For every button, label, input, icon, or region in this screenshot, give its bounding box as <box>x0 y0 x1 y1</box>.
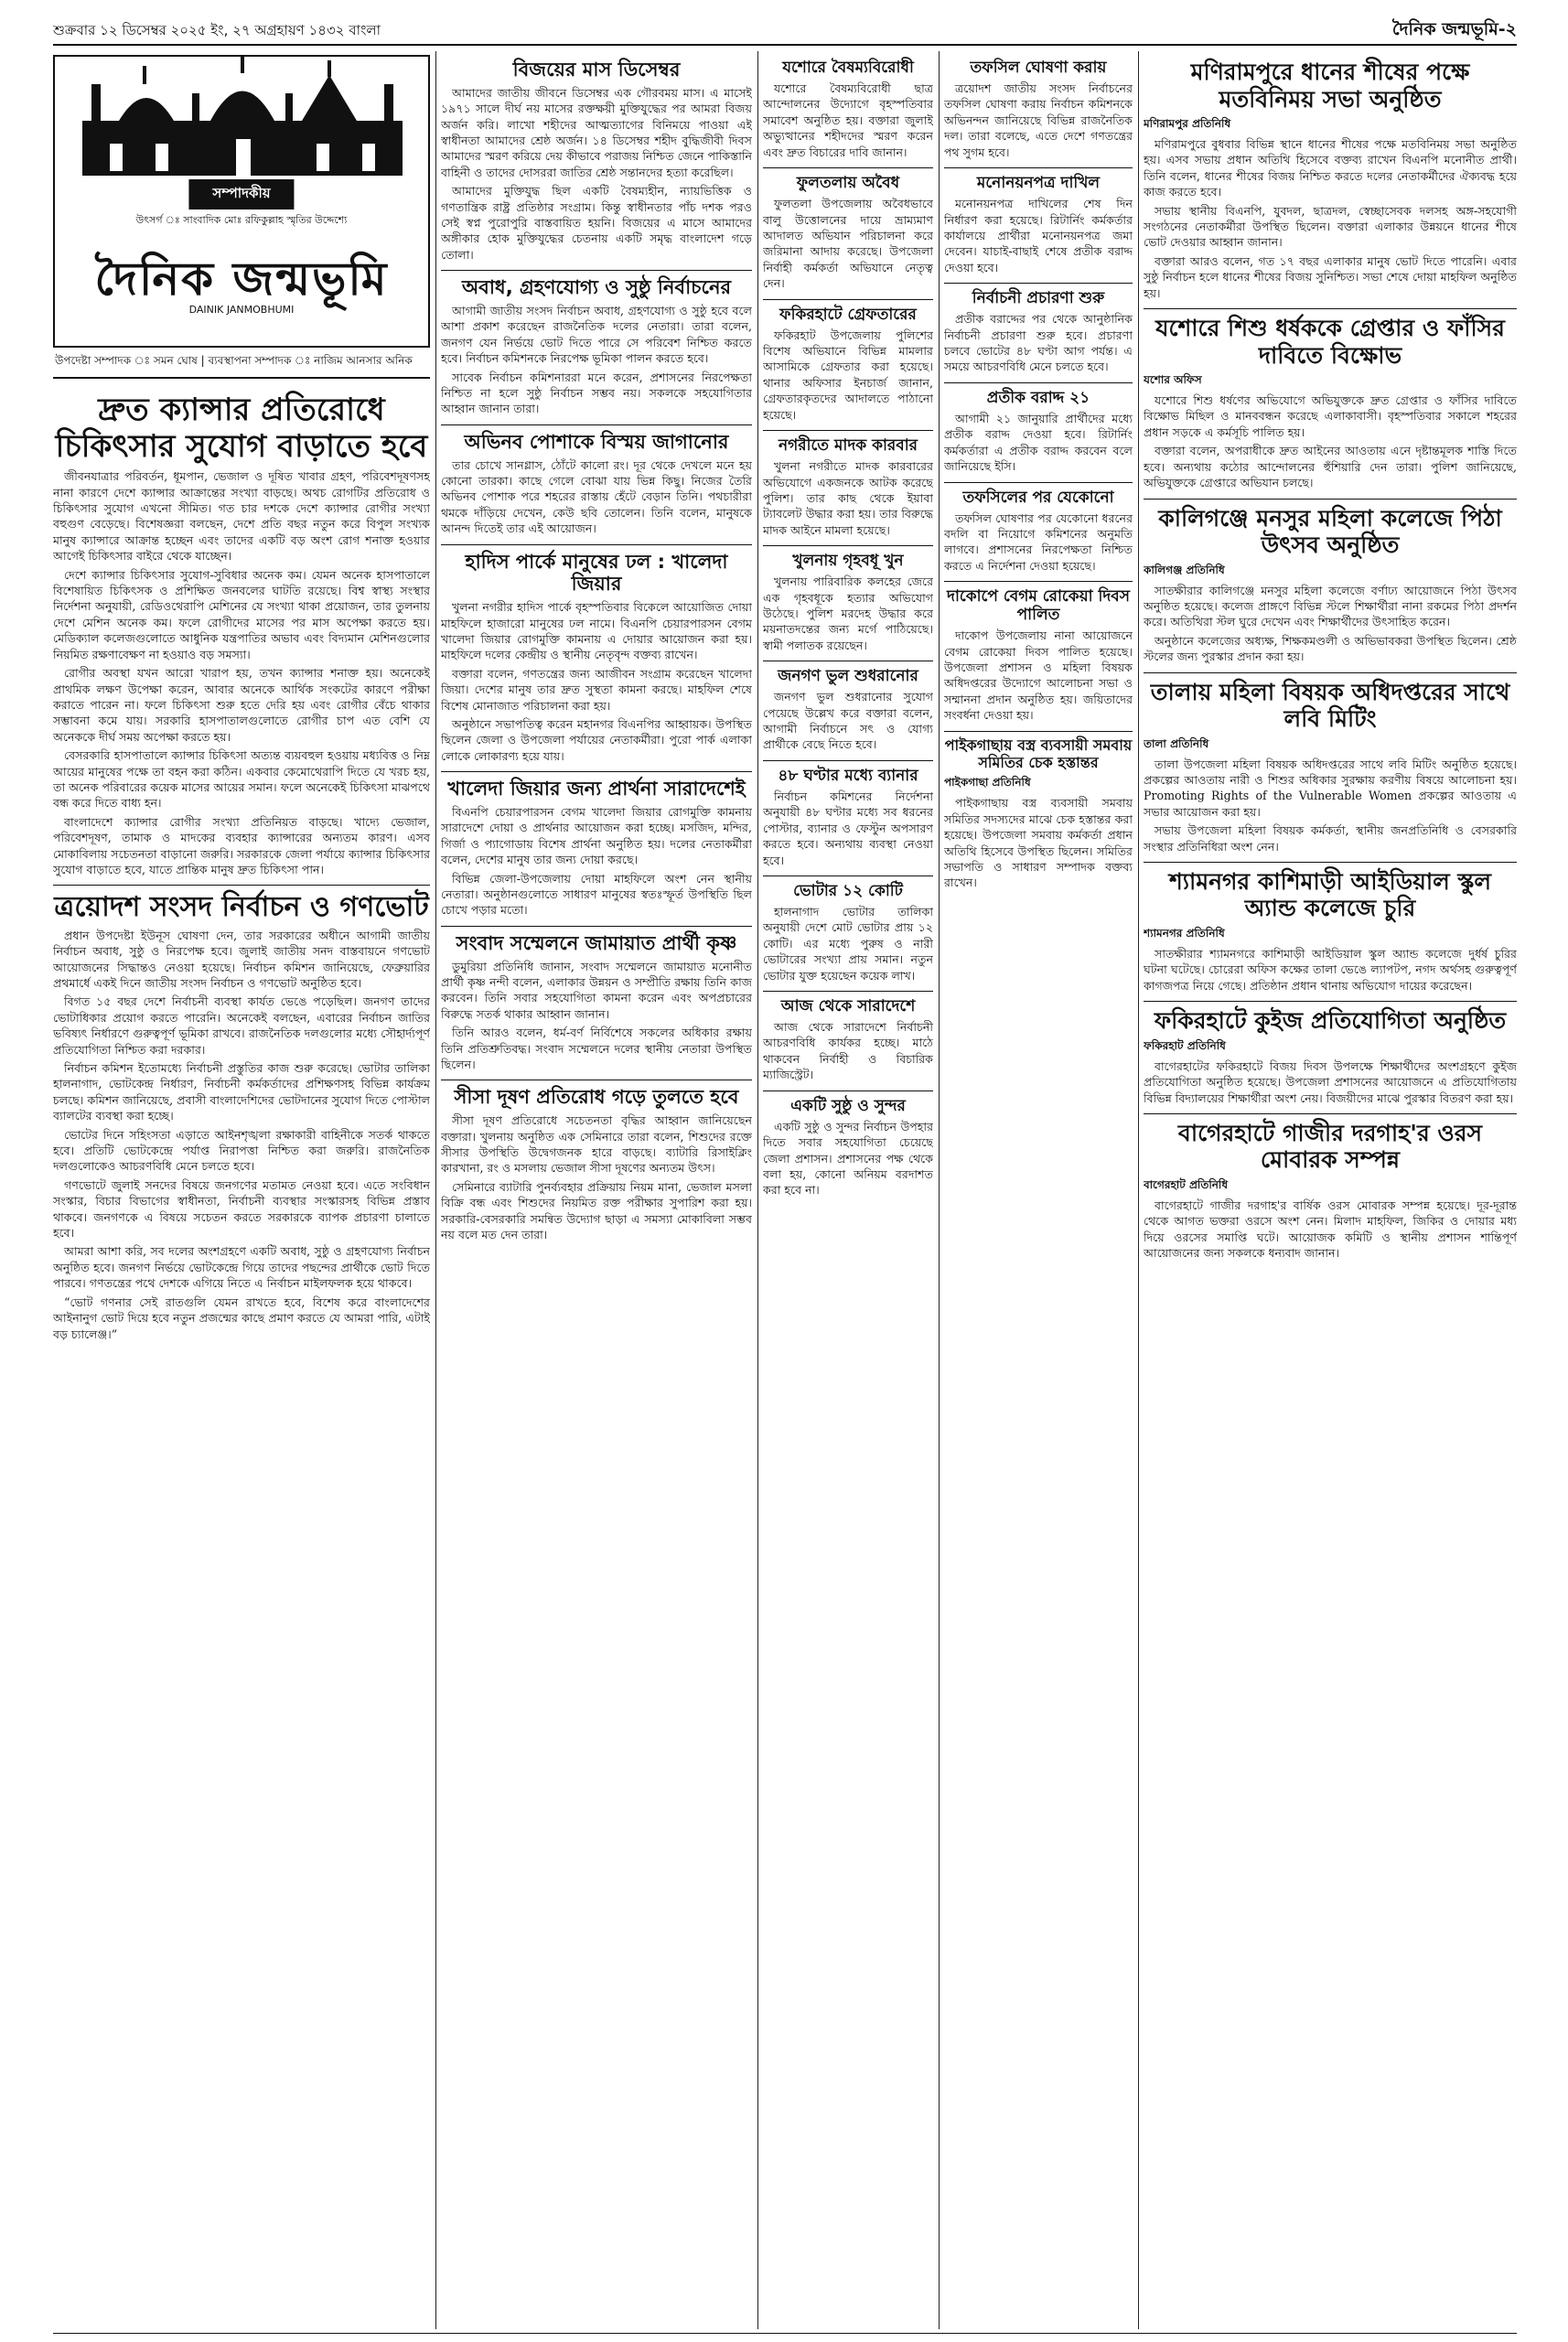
paragraph: তালা উপজেলা মহিলা বিষয়ক অধিদপ্তরের সাথে লবি মিটিং অনুষ্ঠিত হয়েছে। প্রকল্পের আওতায় নারী ও শিশুর অধিকার সুরক্ষায় করণীয় বিষয়ে আলোচনা হয়। Promoting Rights of the Vulnerable Women প্রকল্পের আওতায় এ সভার আয়োজন করা হয়। <box>1144 757 1517 819</box>
story-headline: শ্যামনগর কাশিমাড়ী আইডিয়াল স্কুল অ্যান্ড কলেজে চুরি <box>1168 867 1492 922</box>
story-headline: অভিনব পোশাকে বিস্ময় জাগানোর <box>464 430 729 453</box>
story-headline: জনগণ ভুল শুধরানোর <box>778 667 918 686</box>
story-headline: তফসিলের পর যেকোনো <box>962 488 1114 507</box>
paragraph: সেমিনারে ব্যাটারি পুনর্ব্যবহার প্রক্রিয়ায় নিয়ম মানা, ভেজাল মসলা বিক্রি বন্ধ এবং শিশুদের নিয়মিত রক্ত পরীক্ষার সুপারিশ করা হয়। সরকারি-বেসরকারি সমন্বিত উদ্যোগ ছাড়া এ সমস্যা মোকাবিলা সম্ভব নয় বলে মত দেন তারা। <box>441 1179 752 1242</box>
paragraph: প্রতীক বরাদ্দের পর থেকে আনুষ্ঠানিক নির্বাচনী প্রচারণা শুরু হবে। প্রচারণা চলবে ভোটের ৪৮ ঘণ্টা আগ পর্যন্ত। এ সময়ে আচরণবিধি মেনে চলতে হবে। <box>944 312 1133 374</box>
paragraph: যশোরে বৈষম্যবিরোধী ছাত্র আন্দোলনের উদ্যোগে বৃহস্পতিবার সমাবেশ অনুষ্ঠিত হয়। বক্তারা জুলাই অভ্যুত্থানের শহীদদের স্মরণ করেন এবং দ্রুত বিচারের দাবি জানান। <box>763 81 933 159</box>
divider <box>944 382 1133 383</box>
divider <box>944 581 1133 582</box>
paragraph: বক্তারা আরও বলেন, গত ১৭ বছর এলাকার মানুষ ভোট দিতে পারেনি। এবার সুষ্ঠু নির্বাচন হলে ধানের শীষের বিজয় সুনিশ্চিত। সভা শেষে দোয়া মাহফিল অনুষ্ঠিত হয়। <box>1144 253 1517 300</box>
paragraph: বেসরকারি হাসপাতালে ক্যান্সার চিকিৎসা অত্যন্ত ব্যয়বহুল হওয়ায় মধ্যবিত্ত ও নিম্ন আয়ের মানুষের পক্ষে তা বহন করা কঠিন। একবার কেমোথেরাপি দিতে যে খরচ হয়, তা অনেক পরিবারের কয়েক মাসের আয়ের সমান। ফলে অনেকেই চিকিৎসা মাঝপথে বন্ধ করে দিতে বাধ্য হন। <box>53 748 430 811</box>
paragraph: জীবনযাত্রার পরিবর্তন, ধূমপান, ভেজাল ও দূষিত খাবার গ্রহণ, পরিবেশদূষণসহ নানা কারণে দেশে ক্যান্সার আক্রান্তের সংখ্যা বাড়ছে। অথচ রোগটির প্রতিরোধ ও চিকিৎসার সুযোগ এখনো সীমিত। গত চার দশকে দেশে ক্যান্সার রোগীর সংখ্যা বহুগুণ বেড়েছে। বিশেষজ্ঞরা বলছেন, দেশে প্রতি বছর নতুন করে বিপুল সংখ্যক মানুষ ক্যান্সারে আক্রান্ত হচ্ছেন এবং তাদের একটি বড় অংশ রোগ শনাক্ত হওয়ার আগেই চিকিৎসার বাইরে থেকে যাচ্ছেন। <box>53 469 430 564</box>
paragraph: সভায় স্থানীয় বিএনপি, যুবদল, ছাত্রদল, স্বেচ্ছাসেবক দলসহ অঙ্গ-সহযোগী সংগঠনের নেতাকর্মীরা উপস্থিত ছিলেন। বক্তারা এলাকার উন্নয়নে ধানের শীষে ভোট দেওয়ার আহ্বান জানান। <box>1144 203 1517 250</box>
story <box>1144 1007 1517 1106</box>
story <box>763 667 933 753</box>
dedication-line: উৎসর্গ ঃ সাংবাদিক মোঃ রফিকুল্লাহ স্মৃতির উদ্দেশ্যে <box>135 214 348 226</box>
paragraph: বাগেরহাটের ফকিরহাটে বিজয় দিবস উপলক্ষে শিক্ষার্থীদের অংশগ্রহণে কুইজ প্রতিযোগিতা অনুষ্ঠিত হয়েছে। উপজেলা প্রশাসনের আয়োজনে এ প্রতিযোগিতায় বিভিন্ন বিদ্যালয়ের শিক্ষার্থীরা অংশ নেয়। বিজয়ীদের মাঝে পুরস্কার বিতরণ করা হয়। <box>1144 1058 1517 1105</box>
column-4 <box>944 55 1133 2333</box>
divider <box>763 167 933 168</box>
story <box>1144 59 1517 301</box>
divider <box>763 299 933 300</box>
column-rule <box>1138 51 1139 2329</box>
article-election <box>53 891 430 1342</box>
byline: পাইকগাছা প্রতিনিধি <box>944 776 1031 790</box>
page-header <box>53 9 1517 42</box>
divider <box>763 760 933 761</box>
paragraph: সভায় উপজেলা মহিলা বিষয়ক কর্মকর্তা, স্থানীয় জনপ্রতিনিধি ও বেসরকারি সংস্থার প্রতিনিধিরা অংশ নেন। <box>1144 823 1517 854</box>
column-rule <box>939 51 940 2329</box>
story <box>944 737 1133 891</box>
column-rule <box>757 51 758 2329</box>
paragraph: একটি সুষ্ঠু ও সুন্দর নির্বাচন উপহার দিতে সবার সহযোগিতা চেয়েছে জেলা প্রশাসন। প্রশাসনের পক্ষ থেকে বলা হয়, কোনো অনিয়ম বরদাশত করা হবে না। <box>763 1119 933 1198</box>
byline: ফকিরহাট প্রতিনিধি <box>1144 1038 1226 1052</box>
paragraph: দাকোপ উপজেলায় নানা আয়োজনে বেগম রোকেয়া দিবস পালিত হয়েছে। উপজেলা প্রশাসন ও মহিলা বিষয়ক অধিদপ্তরের উদ্যোগে আলোচনা সভা ও সম্মাননা প্রদান অনুষ্ঠিত হয়। জয়িতাদের সংবর্ধনা দেওয়া হয়। <box>944 628 1133 723</box>
paragraph: নির্বাচন কমিশনের নির্দেশনা অনুযায়ী ৪৮ ঘণ্টার মধ্যে সব ধরনের পোস্টার, ব্যানার ও ফেস্টুন অপসারণ করতে হবে। অন্যথায় ব্যবস্থা নেওয়া হবে। <box>763 789 933 867</box>
paragraph: জনগণ ভুল শুধরানোর সুযোগ পেয়েছে উল্লেখ করে বক্তারা বলেন, আগামী নির্বাচনে সৎ ও যোগ্য প্রার্থীকে বেছে নিতে হবে। <box>763 690 933 752</box>
paragraph: খুলনা নগরীর হাদিস পার্কে বৃহস্পতিবার বিকেলে আয়োজিত দোয়া মাহফিলে হাজারো মানুষের ঢল নামে। বিএনপি চেয়ারপারসন বেগম খালেদা জিয়ার রোগমুক্তি কামনায় এ দোয়ার আয়োজন করা হয়। মাহফিলে দলের কেন্দ্রীয় ও স্থানীয় নেতৃবৃন্দ বক্তব্য রাখেন। <box>441 600 752 662</box>
story <box>1144 868 1517 994</box>
paragraph: মণিরামপুরে বুধবার বিভিন্ন স্থানে ধানের শীষের পক্ষে মতবিনিময় সভা অনুষ্ঠিত হয়। এসব সভায় প্রধান অতিথি হিসেবে বক্তব্য রাখেন বিএনপি মনোনীত প্রার্থী। তিনি বলেন, ধানের শীষের বিজয় নিশ্চিত করতে দলের নেতাকর্মীদের ঐক্যবদ্ধ হয়ে কাজ করতে হবে। <box>1144 137 1517 199</box>
divider <box>441 270 752 271</box>
story-headline: যশোরে শিশু ধর্ষককে গ্রেপ্তার ও ফাঁসির দাবিতে বিক্ষোভ <box>1155 315 1505 369</box>
story-headline: ভোটার ১২ কোটি <box>793 881 903 900</box>
story <box>1144 679 1517 854</box>
story-headline: দাকোপে বেগম রোকেয়া দিবস পালিত <box>947 587 1130 625</box>
article-body <box>53 928 430 1342</box>
newspaper-brand: দৈনিক জন্মভূমি <box>94 252 389 306</box>
paragraph: বিভিন্ন জেলা-উপজেলায় দোয়া মাহফিলে অংশ নেন স্থানীয় নেতারা। অনুষ্ঠানগুলোতে সাধারণ মানুষের স্বতঃস্ফূর্ত উপস্থিতি ছিল চোখে পড়ার মতো। <box>441 871 752 918</box>
divider <box>1144 499 1517 500</box>
paragraph: গণভোটে জুলাই সনদের বিষয়ে জনগণের মতামত নেওয়া হবে। এতে সংবিধান সংস্কার, বিচার বিভাগের স্বাধীনতা, নির্বাচনী ব্যবস্থার সংস্কারসহ বিভিন্ন প্রস্তাব থাকবে। জনগণকে এ বিষয়ে সচেতন করতে সরকারকে ব্যাপক প্রচারণা চালাতে হবে। <box>53 1177 430 1241</box>
paragraph: সাবেক নির্বাচন কমিশনাররা মনে করেন, প্রশাসনের নিরপেক্ষতা নিশ্চিত না হলে সুষ্ঠু নির্বাচন সম্ভব নয়। সকলকে সহযোগিতার আহ্বান জানান তারা। <box>441 370 752 416</box>
story-headline: বাগেরহাটে গাজীর দরগাহ'র ওরস মোবারক সম্পন্ন <box>1177 1119 1483 1174</box>
divider <box>944 167 1133 168</box>
paragraph: খুলনায় পারিবারিক কলহের জেরে এক গৃহবধূকে হত্যার অভিযোগ উঠেছে। পুলিশ মরদেহ উদ্ধার করে ময়নাতদন্তের জন্য মর্গে পাঠিয়েছে। স্বামী পলাতক রয়েছেন। <box>763 575 933 652</box>
story-headline: ফুলতলায় অবৈধ <box>796 174 900 193</box>
story <box>944 489 1133 575</box>
divider <box>1144 308 1517 309</box>
byline: কালিগঞ্জ প্রতিনিধি <box>1144 563 1225 576</box>
story <box>763 436 933 538</box>
story <box>763 306 933 423</box>
divider <box>53 885 430 886</box>
story-headline: মণিরামপুরে ধানের শীষের পক্ষে মতবিনিময় সভা অনুষ্ঠিত <box>1190 59 1470 113</box>
story <box>441 932 752 1073</box>
story <box>1144 1120 1517 1262</box>
column-1 <box>53 55 430 2333</box>
header-rule <box>53 44 1517 46</box>
story <box>441 431 752 537</box>
story-headline: নির্বাচনী প্রচারণা শুরু <box>972 289 1105 308</box>
paragraph: বাগেরহাটে গাজীর দরগাহ'র বার্ষিক ওরস মোবারক সম্পন্ন হয়েছে। দূর-দূরান্ত থেকে আগত ভক্তরা ওরসে অংশ নেন। মিলাদ মাহফিল, জিকির ও দোয়ার মধ্য দিয়ে ওরসের সমাপ্তি ঘটে। আয়োজক কমিটি ও স্থানীয় প্রশাসন শান্তিপূর্ণ আয়োজনের জন্য সকলকে ধন্যবাদ জানান। <box>1144 1198 1517 1261</box>
story-headline: তালায় মহিলা বিষয়ক অধিদপ্তরের সাথে লবি মিটিং <box>1150 678 1510 733</box>
footer-rule <box>53 2333 1517 2334</box>
paragraph: খুলনা নগরীতে মাদক কারবারের অভিযোগে একজনকে আটক করেছে পুলিশ। তার কাছ থেকে ইয়াবা ট্যাবলেট উদ্ধার করা হয়। তার বিরুদ্ধে মাদক আইনে মামলা হয়েছে। <box>763 459 933 537</box>
divider <box>441 926 752 927</box>
paragraph: রোগীর অবস্থা যখন আরো খারাপ হয়, তখন ক্যান্সার শনাক্ত হয়। অনেকেই প্রাথমিক লক্ষণ উপেক্ষা করেন, আবার অনেকে আর্থিক সংকটের কারণে পরীক্ষা করাতে পারেন না। ফলে চিকিৎসা শুরু হতে দেরি হয় এবং রোগীর বেঁচে থাকার সম্ভাবনা কমে যায়। সরকারি হাসপাতালগুলোতে রোগীর চাপ এত বেশি যে অনেককে দীর্ঘ সময় অপেক্ষা করতে হয়। <box>53 666 430 744</box>
story <box>763 552 933 653</box>
column-5 <box>1144 55 1517 2333</box>
paragraph: বক্তারা বলেন, গণতন্ত্রের জন্য আজীবন সংগ্রাম করেছেন খালেদা জিয়া। দেশের মানুষ তার দ্রুত সুস্থতা কামনা করছে। মাহফিল শেষে বিশেষ মোনাজাত পরিচালনা করা হয়। <box>441 666 752 713</box>
story <box>1144 315 1517 490</box>
paragraph: বক্তারা বলেন, অপরাধীকে দ্রুত আইনের আওতায় এনে দৃষ্টান্তমূলক শাস্তি দিতে হবে। অন্যথায় কঠোর আন্দোলনের হুঁশিয়ারি দেন তারা। পুলিশ জানিয়েছে, অভিযুক্তকে গ্রেপ্তারে অভিযান চলছে। <box>1144 444 1517 490</box>
divider <box>944 283 1133 284</box>
date-line: শুক্রবার ১২ ডিসেম্বর ২০২৫ ইং, ২৭ অগ্রহায়ণ ১৪৩২ বাংলা <box>53 22 381 38</box>
paragraph: যশোরে শিশু ধর্ষণের অভিযোগে অভিযুক্তকে দ্রুত গ্রেপ্তার ও ফাঁসির দাবিতে বিক্ষোভ মিছিল ও মানববন্ধন করেছে এলাকাবাসী। বৃহস্পতিবার সকালে শহরের প্রধান সড়কে এ কর্মসূচি পালিত হয়। <box>1144 393 1517 439</box>
paragraph: আগামী ২১ জানুয়ারি প্রার্থীদের মধ্যে প্রতীক বরাদ্দ দেওয়া হবে। রিটার্নিং কর্মকর্তারা এ প্রতীক বরাদ্দ করবেন বলে জানিয়েছে ইসি। <box>944 411 1133 474</box>
paragraph: আজ থেকে সারাদেশে নির্বাচনী আচরণবিধি কার্যকর হচ্ছে। মাঠে থাকবেন নির্বাহী ও বিচারিক ম্যাজিস্ট্রেট। <box>763 1020 933 1082</box>
divider <box>944 731 1133 732</box>
divider <box>1144 1001 1517 1002</box>
paragraph: আমাদের জাতীয় জীবনে ডিসেম্বর এক গৌরবময় মাস। এ মাসেই ১৯৭১ সালে দীর্ঘ নয় মাসের রক্তক্ষয়ী মুক্তিযুদ্ধের পর আমরা বিজয় অর্জন করি। লাখো শহীদের আত্মত্যাগের বিনিময়ে পাওয়া এই স্বাধীনতা আমাদের শ্রেষ্ঠ অর্জন। ১৪ ডিসেম্বর শহীদ বুদ্ধিজীবী দিবস আমাদের স্মরণ করিয়ে দেয় কীভাবে পরাজয় নিশ্চিত জেনে পাকিস্তানি বাহিনী ও তাদের দোসররা জাতির শ্রেষ্ঠ সন্তানদের হত্যা করেছিল। <box>441 85 752 179</box>
story-headline: ফকিরহাটে কুইজ প্রতিযোগিতা অনুষ্ঠিত <box>1154 1007 1507 1035</box>
byline: শ্যামনগর প্রতিনিধি <box>1144 926 1225 940</box>
story-headline: ফকিরহাটে গ্রেফতারের <box>779 305 917 324</box>
paragraph: ত্রয়োদশ জাতীয় সংসদ নির্বাচনের তফসিল ঘোষণা করায় নির্বাচন কমিশনকে অভিনন্দন জানিয়েছে বিভিন্ন রাজনৈতিক দল। তারা বলেছে, এতে দেশে গণতন্ত্রের পথ সুগম হবে। <box>944 81 1133 159</box>
paragraph: পাইকগাছায় বস্ত্র ব্যবসায়ী সমবায় সমিতির সদস্যদের মাঝে চেক হস্তান্তর করা হয়েছে। উপজেলা সমবায় কর্মকর্তা প্রধান অতিথি হিসেবে উপস্থিত ছিলেন। সমিতির সভাপতি ও সাধারণ সম্পাদক বক্তব্য রাখেন। <box>944 796 1133 890</box>
story-headline: সংবাদ সম্মেলনে জামায়াত প্রার্থী কৃষ্ণ <box>456 931 737 954</box>
editorial-story <box>53 392 430 877</box>
story-headline: একটি সুষ্ঠু ও সুন্দর <box>790 1096 906 1115</box>
divider <box>441 771 752 772</box>
story-headline: সীসা দূষণ প্রতিরোধ গড়ে তুলতে হবে <box>454 1086 739 1109</box>
story <box>441 778 752 919</box>
byline: বাগেরহাট প্রতিনিধি <box>1144 1177 1229 1191</box>
paragraph: “ভোট গণনার সেই রাতগুলি যেমন রাখতে হবে, বিশেষ করে বাংলাদেশের আইনানুগ ভোট দিয়ে হবে নতুন প্রজন্মের কাছে প্রমাণ করতে যে আমরা পারি, এটাই বড় চ্যালেঞ্জ।” <box>53 1295 430 1341</box>
story-headline: বিজয়ের মাস ডিসেম্বর <box>512 59 681 81</box>
story <box>441 276 752 417</box>
byline: যশোর অফিস <box>1144 373 1202 387</box>
editorial-masthead <box>53 55 430 348</box>
byline: মণিরামপুর প্রতিনিধি <box>1144 117 1231 130</box>
editorial-headline: দ্রুত ক্যান্সার প্রতিরোধে চিকিৎসার সুযোগ বাড়াতে হবে <box>55 392 428 466</box>
editorial-body <box>53 468 430 877</box>
paragraph: বাংলাদেশে ক্যান্সার রোগীর সংখ্যা প্রতিনিয়ত বাড়ছে। খাদ্যে ভেজাল, পরিবেশদূষণ, তামাক ও মাদকের ব্যবহার ক্যান্সারের অন্যতম কারণ। এসব মোকাবিলায় সচেতনতা বাড়ানো জরুরি। সরকারকে জেলা পর্যায়ে ক্যান্সার চিকিৎসার সুযোগ বাড়াতে হবে, যাতে প্রান্তিক মানুষ দ্রুত চিকিৎসা পান। <box>53 814 430 876</box>
paragraph: তার চোখে সানগ্লাস, ঠোঁটে কালো রং। দূর থেকে দেখলে মনে হয় কোনো তারকা। কাছে গেলে বোঝা যায় ভিন্ন কিছু। নিজের তৈরি অভিনব পোশাক পরে শহরের রাস্তায় হেঁটে বেড়ান তিনি। পথচারীরা থমকে দাঁড়িয়ে দেখেন, কেউ ছবি তোলেন। তিনি বলেন, মানুষকে আনন্দ দিতেই তার এই আয়োজন। <box>441 457 752 536</box>
story-headline: পাইকগাছায় বস্ত্র ব্যবসায়ী সমবায় সমিতির চেক হস্তান্তর <box>944 736 1133 771</box>
paragraph: হালনাগাদ ভোটার তালিকা অনুযায়ী দেশে মোট ভোটার প্রায় ১২ কোটি। এর মধ্যে পুরুষ ও নারী ভোটারের সংখ্যা প্রায় সমান। নতুন ভোটার যুক্ত হয়েছেন কয়েক লাখ। <box>763 905 933 983</box>
paragraph: সাতক্ষীরার কালিগঞ্জে মনসুর মহিলা কলেজে বর্ণাঢ্য আয়োজনে পিঠা উৎসব অনুষ্ঠিত হয়েছে। কলেজ প্রাঙ্গণে বিভিন্ন স্টলে শিক্ষার্থীরা নানা রকমের পিঠা প্রদর্শন করে। অতিথিরা স্টল ঘুরে দেখেন এবং শিক্ষার্থীদের উৎসাহিত করেন। <box>1144 583 1517 629</box>
article-headline: ত্রয়োদশ সংসদ নির্বাচন ও গণভোট <box>54 891 429 924</box>
paragraph: সাতক্ষীরার শ্যামনগরে কাশিমাড়ী আইডিয়াল স্কুল অ্যান্ড কলেজে দুর্ধর্ষ চুরির ঘটনা ঘটেছে। চোরেরা অফিস কক্ষের তালা ভেঙে ল্যাপটপ, নগদ অর্থসহ গুরুত্বপূর্ণ কাগজপত্র নিয়ে গেছে। প্রতিষ্ঠান প্রধান থানায় অভিযোগ দায়ের করেছেন। <box>1144 946 1517 993</box>
divider <box>763 430 933 431</box>
story-headline: যশোরে বৈষম্যবিরোধী <box>782 59 914 77</box>
divider <box>763 545 933 546</box>
divider <box>1144 672 1517 673</box>
newspaper-brand-en: DAINIK JANMOBHUMI <box>188 304 295 316</box>
page-name: দৈনিক জন্মভূমি-২ <box>1391 19 1517 39</box>
story <box>1144 505 1517 665</box>
paragraph: সীসা দূষণ প্রতিরোধে সচেতনতা বৃদ্ধির আহ্বান জানিয়েছেন বক্তারা। খুলনায় অনুষ্ঠিত এক সেমিনারে তারা বলেন, শিশুদের রক্তে সীসার উপস্থিতি উদ্বেগজনক হারে বাড়ছে। ব্যাটারি রিসাইক্লিং কারখানা, রং ও মসলায় ভেজাল সীসা দূষণের অন্যতম উৎস। <box>441 1113 752 1176</box>
story-headline: মনোনয়নপত্র দাখিল <box>976 174 1101 193</box>
story <box>944 289 1133 375</box>
paragraph: ফকিরহাট উপজেলায় পুলিশের বিশেষ অভিযানে বিভিন্ন মামলার আসামিকে গ্রেফতার করা হয়েছে। থানার অফিসার ইনচার্জ জানান, গ্রেফতারকৃতদের আদালতে পাঠানো হয়েছে। <box>763 328 933 422</box>
story-headline: হাদিস পার্কে মানুষের ঢল : খালেদা জিয়ার <box>465 550 728 596</box>
paragraph: প্রধান উপদেষ্টা ইউনূস ঘোষণা দেন, তার সরকারের অধীনে আগামী জাতীয় নির্বাচন অবাধ, সুষ্ঠু ও নিরপেক্ষ হবে। জুলাই জাতীয় সনদ বাস্তবায়নে গণভোট আয়োজনের সিদ্ধান্তও নেওয়া হয়েছে। নির্বাচন কমিশন জানিয়েছে, ফেব্রুয়ারির প্রথমার্ধে একই দিনে জাতীয় সংসদ নির্বাচন ও গণভোট অনুষ্ঠিত হবে। <box>53 928 430 990</box>
story-headline: তফসিল ঘোষণা করায় <box>970 59 1107 77</box>
story <box>441 551 752 765</box>
column-2 <box>441 55 752 2333</box>
story <box>441 59 752 263</box>
story <box>944 174 1133 275</box>
story <box>763 174 933 291</box>
story <box>944 59 1133 160</box>
paragraph: অনুষ্ঠানে সভাপতিত্ব করেন মহানগর বিএনপির আহ্বায়ক। উপস্থিত ছিলেন জেলা ও উপজেলা পর্যায়ের নেতাকর্মীরা। পুরো পার্ক এলাকা লোকে লোকারণ্য হয়ে যায়। <box>441 717 752 763</box>
divider <box>1144 862 1517 863</box>
divider <box>441 544 752 545</box>
paragraph: ভোটের দিনে সহিংসতা এড়াতে আইনশৃঙ্খলা রক্ষাকারী বাহিনীকে সতর্ক থাকতে হবে। প্রতিটি ভোটকেন্দ্রে পর্যাপ্ত নিরাপত্তা নিশ্চিত করা জরুরি। রাজনৈতিক দলগুলোকেও আচরণবিধি মেনে চলতে হবে। <box>53 1127 430 1174</box>
story-headline: প্রতীক বরাদ্দ ২১ <box>986 388 1090 407</box>
paragraph: তফসিল ঘোষণার পর যেকোনো ধরনের বদলি বা নিয়োগে কমিশনের অনুমতি লাগবে। প্রশাসনের নিরপেক্ষতা নিশ্চিত করতে এ নির্দেশনা দেওয়া হয়েছে। <box>944 510 1133 573</box>
paragraph: ডুমুরিয়া প্রতিনিধি জানান, সংবাদ সম্মেলনে জামায়াত মনোনীত প্রার্থী কৃষ্ণ নন্দী বলেন, এলাকার উন্নয়ন ও সম্প্রীতি রক্ষায় তিনি কাজ করবেন। তিনি সবার সহযোগিতা কামনা করেন এবং অপপ্রচারের বিরুদ্ধে সতর্ক থাকার আহ্বান জানান। <box>441 959 752 1021</box>
story <box>763 997 933 1083</box>
paragraph: দেশে ক্যান্সার চিকিৎসার সুযোগ-সুবিধার অনেক কম। যেমন অনেক হাসপাতালে বিশেষায়িত চিকিৎসক ও প্রশিক্ষিত জনবলের ঘাটতি রয়েছে। বিশ্ব স্বাস্থ্য সংস্থার নির্দেশনা অনুযায়ী, রেডিওথেরাপি মেশিনের যে সংখ্যা থাকা প্রয়োজন, তার তুলনায় দেশে মেশিন অনেক কম। ফলে রোগীদের মাসের পর মাস অপেক্ষা করতে হয়। মেডিক্যাল কলেজগুলোতে আধুনিক যন্ত্রপাতির অভাব এবং বিদ্যমান মেশিনগুলোর নিয়মিত রক্ষণাবেক্ষণ না হওয়াও বড় সমস্যা। <box>53 567 430 661</box>
paragraph: বিএনপি চেয়ারপারসন বেগম খালেদা জিয়ার রোগমুক্তি কামনায় সারাদেশে দোয়া ও প্রার্থনার আয়োজন করা হচ্ছে। মসজিদ, মন্দির, গির্জা ও প্যাগোডায় বিশেষ প্রার্থনা অনুষ্ঠিত হয়। দলের নেতাকর্মীরা বলেন, দেশের মানুষ তার জন্য দোয়া করছে। <box>441 805 752 867</box>
paragraph: তিনি আরও বলেন, ধর্ম-বর্ণ নির্বিশেষে সকলের অধিকার রক্ষায় তিনি প্রতিশ্রুতিবদ্ধ। সংবাদ সম্মেলনে দলের স্থানীয় নেতারা উপস্থিত ছিলেন। <box>441 1026 752 1072</box>
paragraph: আমাদের মুক্তিযুদ্ধ ছিল একটি বৈষম্যহীন, ন্যায়ভিত্তিক ও গণতান্ত্রিক রাষ্ট্র প্রতিষ্ঠার সংগ্রাম। কিন্তু স্বাধীনতার পাঁচ দশক পরও সেই স্বপ্ন পুরোপুরি বাস্তবায়িত হয়নি। বিজয়ের এ মাসে আমাদের অঙ্গীকার হোক মুক্তিযুদ্ধের চেতনায় একটি সমৃদ্ধ বাংলাদেশ গড়ে তোলা। <box>441 184 752 262</box>
story <box>763 59 933 160</box>
paragraph: নির্বাচন কমিশন ইতোমধ্যে নির্বাচনী প্রস্তুতির কাজ শুরু করেছে। ভোটার তালিকা হালনাগাদ, ভোটকেন্দ্র নির্ধারণ, নির্বাচনী কর্মকর্তাদের প্রশিক্ষণসহ বিভিন্ন কার্যক্রম চলছে। কমিশন জানিয়েছে, প্রবাসী বাংলাদেশিদের ভোটদানের সুযোগ দিতে পোস্টাল ব্যালটের ব্যবস্থা করা হচ্ছে। <box>53 1061 430 1123</box>
column-3 <box>763 55 933 2333</box>
divider <box>1144 1113 1517 1114</box>
story-headline: অবাধ, গ্রহণযোগ্য ও সুষ্ঠু নির্বাচনের <box>461 276 732 299</box>
column-rule <box>435 51 436 2329</box>
story <box>763 882 933 983</box>
story-headline: খুলনায় গৃহবধূ খুন <box>792 552 904 571</box>
editor-credits: উপদেষ্টা সম্পাদক ঃ সমন ঘোষ | ব্যবস্থাপনা সম্পাদক ঃ নাজিম আনসার অনিক <box>53 348 430 379</box>
divider <box>944 482 1133 483</box>
story <box>763 1097 933 1198</box>
paragraph: আমরা আশা করি, সব দলের অংশগ্রহণে একটি অবাধ, সুষ্ঠু ও গ্রহণযোগ্য নির্বাচন অনুষ্ঠিত হবে। জনগণ নির্ভয়ে ভোটকেন্দ্রে গিয়ে তাদের পছন্দের প্রার্থীকে ভোট দিতে পারবে। গণতন্ত্রের পথে দেশকে এগিয়ে নিতে এ নির্বাচন মাইলফলক হয়ে থাকবে। <box>53 1244 430 1291</box>
divider <box>441 424 752 425</box>
editorial-label: সম্পাদকীয় <box>188 179 294 209</box>
divider <box>763 991 933 992</box>
paragraph: ফুলতলা উপজেলায় অবৈধভাবে বালু উত্তোলনের দায়ে ভ্রাম্যমাণ আদালত অভিযান পরিচালনা করে জরিমানা আদায় করেছে। উপজেলা নির্বাহী কর্মকর্তা অভিযানে নেতৃত্ব দেন। <box>763 197 933 291</box>
story-headline: নগরীতে মাদক কারবার <box>778 436 918 456</box>
story <box>944 587 1133 724</box>
story-headline: কালিগঞ্জে মনসুর মহিলা কলেজে পিঠা উৎসব অনুষ্ঠিত <box>1158 504 1502 558</box>
byline: তালা প্রতিনিধি <box>1144 736 1209 750</box>
mosque-temple-silhouette-icon <box>55 57 428 185</box>
divider <box>763 1090 933 1091</box>
story <box>441 1086 752 1242</box>
paragraph: মনোনয়নপত্র দাখিলের শেষ দিন নির্ধারণ করা হয়েছে। রিটার্নিং কর্মকর্তার কার্যালয়ে প্রার্থীরা মনোনয়নপত্র জমা দেবেন। যাচাই-বাছাই শেষে প্রতীক বরাদ্দ দেওয়া হবে। <box>944 197 1133 274</box>
story-headline: আজ থেকে সারাদেশে <box>780 997 916 1016</box>
story-headline: ৪৮ ঘণ্টার মধ্যে ব্যানার <box>778 766 918 785</box>
story <box>763 767 933 868</box>
story-headline: খালেদা জিয়ার জন্য প্রার্থনা সারাদেশেই <box>447 778 746 800</box>
paragraph: বিগত ১৫ বছর দেশে নির্বাচনী ব্যবস্থা কার্যত ভেঙে পড়েছিল। জনগণ তাদের ভোটাধিকার প্রয়োগ করতে পারেনি। অনেকেই বলছেন, এবারের নির্বাচন জাতির ভবিষ্যৎ নির্ধারণে গুরুত্বপূর্ণ ভূমিকা রাখবে। রাজনৈতিক দলগুলোর মধ্যে সৌহার্দ্যপূর্ণ প্রতিযোগিতা নিশ্চিত করা দরকার। <box>53 994 430 1057</box>
paragraph: অনুষ্ঠানে কলেজের অধ্যক্ষ, শিক্ষকমণ্ডলী ও অভিভাবকরা উপস্থিত ছিলেন। শ্রেষ্ঠ স্টলের জন্য পুরস্কার প্রদান করা হয়। <box>1144 633 1517 664</box>
story <box>944 389 1133 475</box>
paragraph: আগামী জাতীয় সংসদ নির্বাচন অবাধ, গ্রহণযোগ্য ও সুষ্ঠু হবে বলে আশা প্রকাশ করেছেন রাজনৈতিক দলের নেতারা। তারা বলেন, জনগণ যেন নির্ভয়ে ভোট দিতে পারে সে পরিবেশ নিশ্চিত করতে হবে। নির্বাচন কমিশনকে নিরপেক্ষ ভূমিকা পালন করতে হবে। <box>441 304 752 366</box>
